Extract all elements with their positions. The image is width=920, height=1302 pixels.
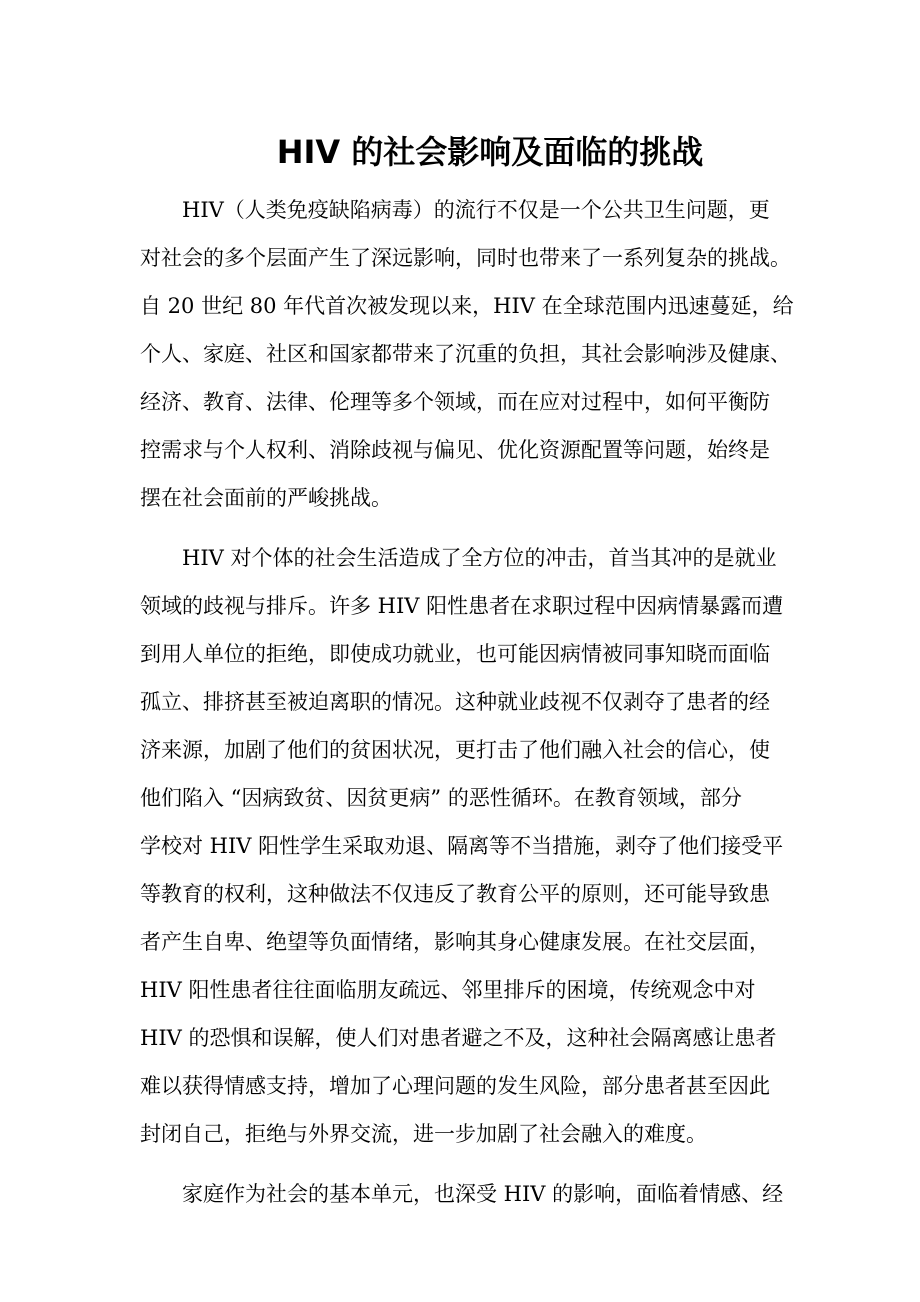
text-line: 济来源，加剧了他们的贫困状况，更打击了他们融入社会的信心，使 (140, 738, 770, 762)
text-line: 家庭作为社会的基本单元，也深受 HIV 的影响，面临着情感、经 (182, 1182, 784, 1206)
document-body (140, 186, 794, 1230)
text-line: HIV 的恐惧和误解，使人们对患者避之不及，这种社会隔离感让患者 (140, 1026, 777, 1050)
paragraph-3 (140, 1170, 788, 1218)
document-title: HIV 的社会影响及面临的挑战 (276, 133, 704, 171)
paragraph-1 (140, 186, 794, 522)
text-line: 领域的歧视与排斥。许多 HIV 阳性患者在求职过程中因病情暴露而遭 (140, 594, 784, 618)
text-line: 封闭自己，拒绝与外界交流，进一步加剧了社会融入的难度。 (140, 1122, 707, 1146)
text-line: 者产生自卑、绝望等负面情绪，影响其身心健康发展。在社交层面， (140, 930, 770, 954)
text-line: 到用人单位的拒绝，即使成功就业，也可能因病情被同事知晓而面临 (140, 642, 770, 666)
text-line: HIV（人类免疫缺陷病毒）的流行不仅是一个公共卫生问题，更 (182, 198, 770, 222)
text-line: HIV 阳性患者往往面临朋友疏远、邻里排斥的困境，传统观念中对 (140, 978, 756, 1002)
text-line: 摆在社会面前的严峻挑战。 (140, 486, 392, 510)
text-line: 个人、家庭、社区和国家都带来了沉重的负担，其社会影响涉及健康、 (140, 342, 791, 366)
text-line: 等教育的权利，这种做法不仅违反了教育公平的原则，还可能导致患 (140, 882, 770, 906)
text-line: 控需求与个人权利、消除歧视与偏见、优化资源配置等问题，始终是 (140, 438, 770, 462)
text-line: 学校对 HIV 阳性学生采取劝退、隔离等不当措施，剥夺了他们接受平 (140, 834, 784, 858)
text-line: 自 20 世纪 80 年代首次被发现以来，HIV 在全球范围内迅速蔓延，给 (140, 294, 794, 318)
text-line: 对社会的多个层面产生了深远影响，同时也带来了一系列复杂的挑战。 (140, 246, 791, 270)
text-line: 经济、教育、法律、伦理等多个领域，而在应对过程中，如何平衡防 (140, 390, 770, 414)
text-line: HIV 对个体的社会生活造成了全方位的冲击，首当其冲的是就业 (182, 546, 777, 570)
text-line: 孤立、排挤甚至被迫离职的情况。这种就业歧视不仅剥夺了患者的经 (140, 690, 770, 714)
paragraph-2 (140, 534, 788, 1158)
text-line: 难以获得情感支持，增加了心理问题的发生风险，部分患者甚至因此 (140, 1074, 770, 1098)
text-line: 他们陷入 “因病致贫、因贫更病” 的恶性循环。在教育领域，部分 (140, 786, 742, 810)
